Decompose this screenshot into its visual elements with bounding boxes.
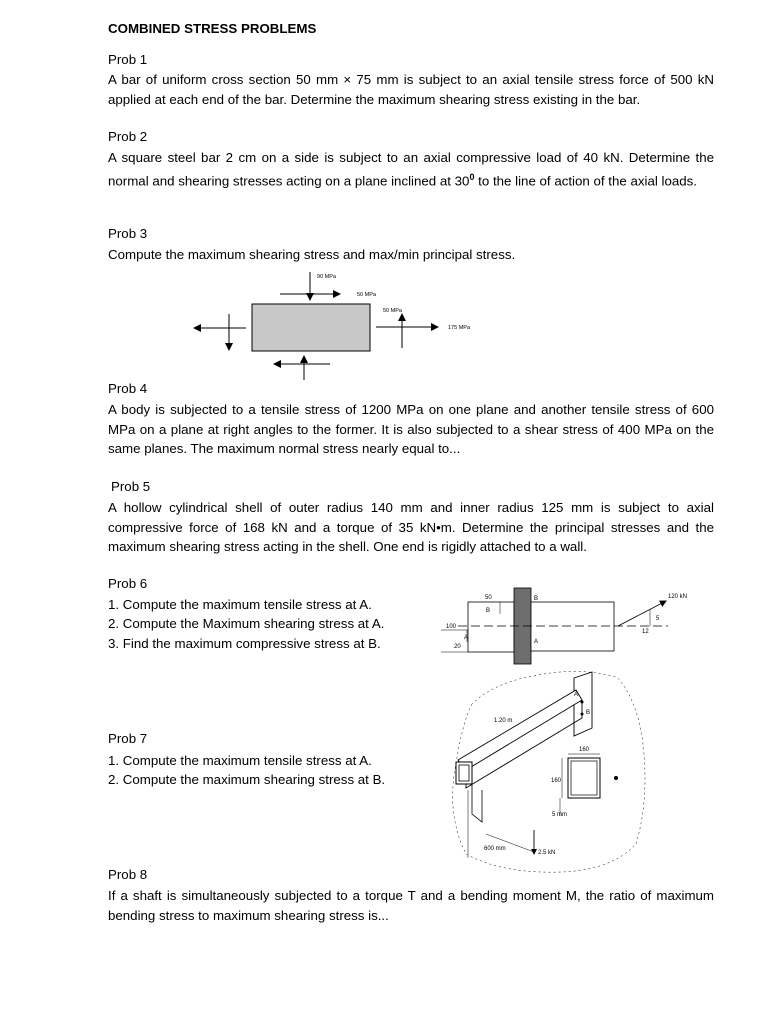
label-B-left: B — [486, 608, 491, 614]
prob2-text — [108, 148, 714, 190]
prob3-stress-element-figure — [180, 268, 480, 383]
prob1-text: A bar of uniform cross section 50 mm × 75 mm is subject to an axial tensile stress force of 500 kN applied at each end of the bar. Determine the maximum shearing stress existing in the bar. — [108, 72, 714, 107]
label-50mpa-top: 50 MPa — [357, 292, 376, 298]
label-50mpa-right: 50 MPa — [383, 308, 402, 314]
prob6-item-2: 2. Compute the Maximum shearing stress at A. — [108, 616, 385, 631]
prob3-text: Compute the maximum shearing stress and max/min principal stress. — [108, 247, 516, 262]
dim-1.20m: 1.20 m — [494, 718, 513, 724]
prob8-label: Prob 8 — [108, 867, 148, 882]
prob6-bracket-figure — [438, 586, 710, 668]
prob1-label: Prob 1 — [108, 52, 148, 67]
prob2-degree: 0 — [469, 171, 475, 182]
dim-600mm: 600 mm — [484, 846, 506, 852]
label-A-right: A — [534, 639, 539, 645]
dim-160-side: 160 — [551, 778, 562, 784]
label-B: B — [586, 710, 591, 716]
prob4-text: A body is subjected to a tensile stress of 1200 MPa on one plane and another tensile stress of 600 MPa on a plane at right angles to the former. It is also subjected to a shear stress of 400 MPa on the same planes. The maximum normal stress nearly equal to... — [108, 402, 714, 456]
prob6-item-3: 3. Find the maximum compressive stress at B. — [108, 636, 381, 651]
dim-20: 20 — [454, 644, 461, 650]
prob7-cantilever-figure — [442, 664, 652, 878]
dim-160-top: 160 — [579, 747, 590, 753]
label-B-right: B — [534, 596, 539, 602]
label-2.5kN: 2.5 kN — [538, 850, 556, 856]
prob7-label: Prob 7 — [108, 731, 148, 746]
slope-12: 12 — [642, 629, 649, 635]
prob5-text: A hollow cylindrical shell of outer radius 140 mm and inner radius 125 mm is subject to axial compressive force of 168 kN and a torque of 35 kN•m. Determine the principal stresses and the maximum shearing stress acting in the shell. One end is rigidly attached to a wall. — [108, 500, 714, 554]
label-120kN: 120 kN — [668, 594, 688, 600]
prob2-label: Prob 2 — [108, 129, 148, 144]
prob2-text-before: A square steel bar 2 cm on a side is subject to an axial compressive load of 40 kN. Determine the normal and shearing stresses acting on a plane inclined at 30 — [108, 150, 714, 188]
dim-5mm: 5 mm — [552, 812, 567, 818]
prob6-item-1: 1. Compute the maximum tensile stress at A. — [108, 597, 372, 612]
prob8-text: If a shaft is simultaneously subjected to a torque T and a bending moment M, the ratio of maximum bending stress to maximum shearing stress is... — [108, 888, 714, 923]
dim-50: 50 — [485, 595, 492, 601]
label-90mpa: 90 MPa — [317, 274, 336, 280]
prob5-label: Prob 5 — [111, 479, 151, 494]
prob4-label: Prob 4 — [108, 381, 148, 396]
label-A-left: A — [464, 635, 469, 641]
document-title: COMBINED STRESS PROBLEMS — [108, 21, 317, 36]
prob2-text-after: to the line of action of the axial loads. — [474, 172, 697, 188]
dim-100: 100 — [446, 624, 457, 630]
label-A: A — [574, 692, 579, 698]
prob6-label: Prob 6 — [108, 576, 148, 591]
prob7-item-2: 2. Compute the maximum shearing stress at B. — [108, 772, 386, 787]
prob3-label: Prob 3 — [108, 226, 148, 241]
label-175mpa: 175 MPa — [448, 325, 471, 331]
stress-element — [252, 304, 370, 351]
slope-5: 5 — [656, 616, 660, 622]
prob7-item-1: 1. Compute the maximum tensile stress at A. — [108, 753, 372, 768]
